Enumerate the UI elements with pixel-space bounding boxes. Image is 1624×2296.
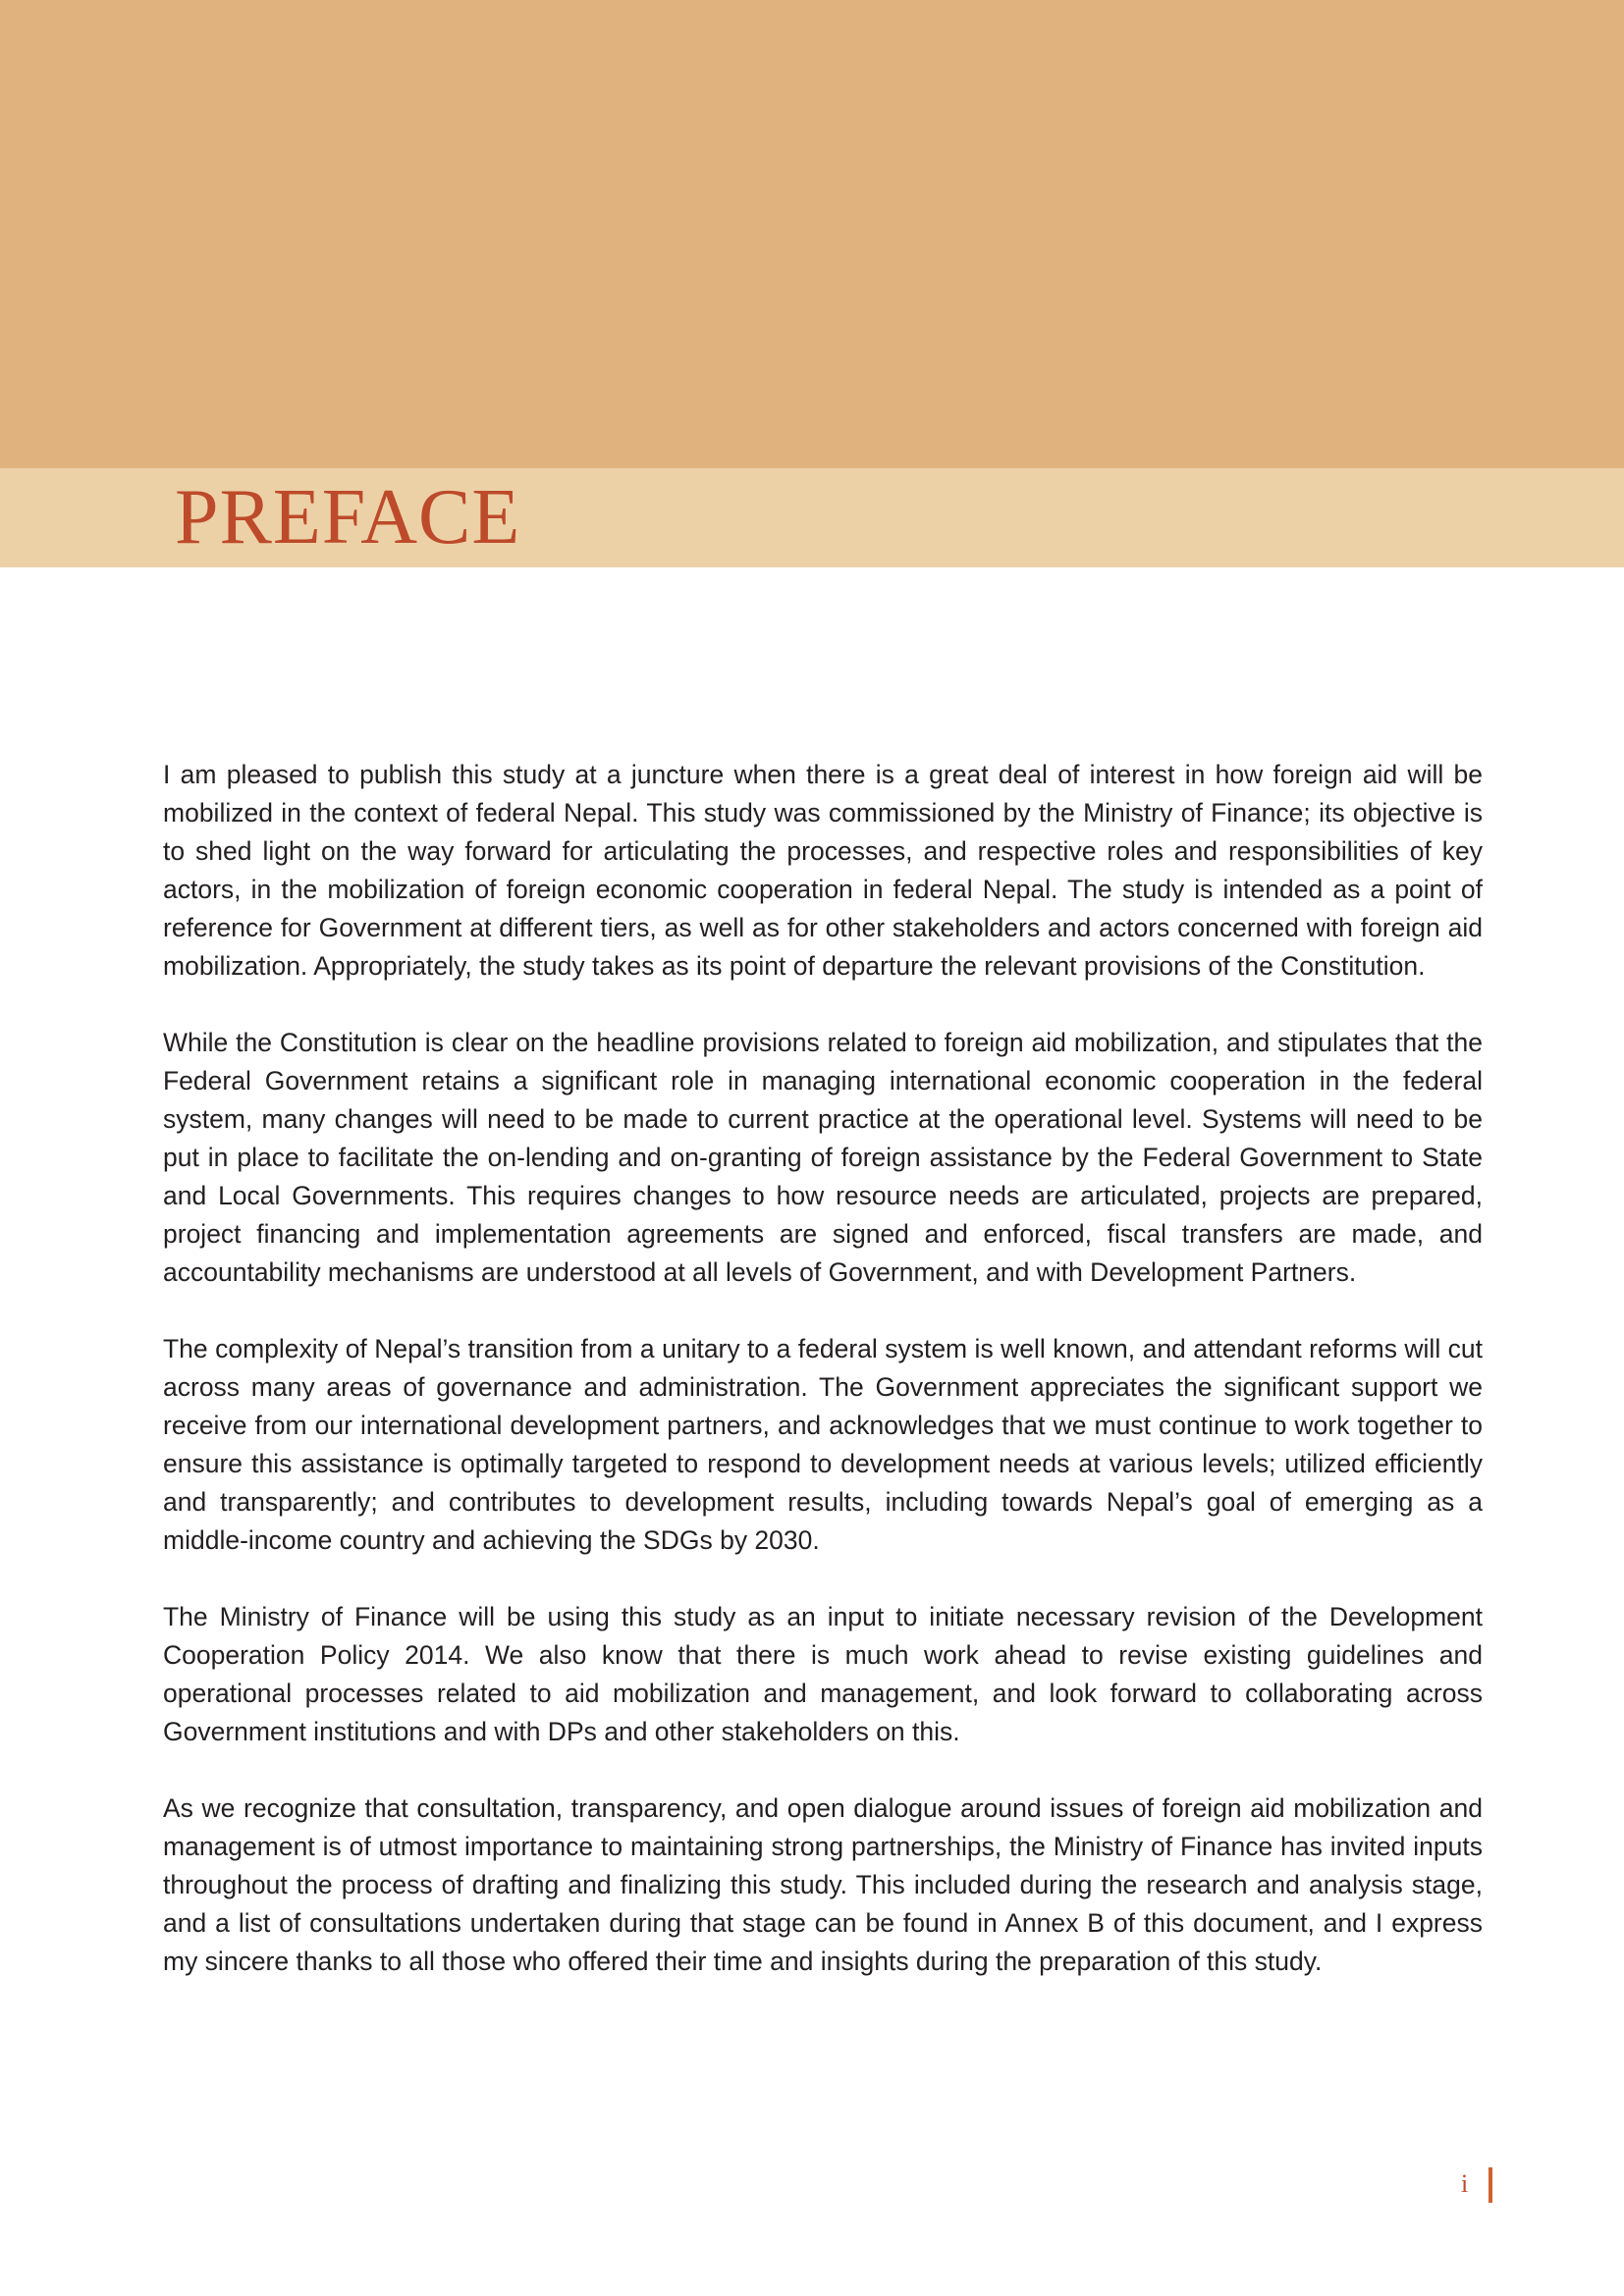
paragraph-4: The Ministry of Finance will be using this study as an input to initiate necessary revision of the Development Cooperation Policy 2014. We also know that there is much work ahead to revise existing guidelines and operational processes related to aid mobilization and management, and look forward to collaborating across Government institutions and with DPs and other stakeholders on this. [163,1602,1483,1746]
page-number: i [1461,2169,1469,2198]
preface-body [163,756,1483,2019]
paragraph-2: While the Constitution is clear on the headline provisions related to foreign aid mobilization, and stipulates that the Federal Government retains a significant role in managing international economic cooperation in the federal system, many changes will need to be made to current practice at the operational level. Systems will need to be put in place to facilitate the on-lending and on-granting of foreign assistance by the Federal Government to State and Local Governments. This requires changes to how resource needs are articulated, projects are prepared, project financing and implementation agreements are signed and enforced, fiscal transfers are made, and accountability mechanisms are understood at all levels of Government, and with Development Partners. [163,1028,1483,1287]
header-band [0,0,1624,468]
page-number-bar [1489,2167,1492,2203]
page-title: PREFACE [175,474,521,561]
paragraph-3: The complexity of Nepal’s transition from a unitary to a federal system is well known, and attendant reforms will cut across many areas of governance and administration. The Government appreciates the significant support we receive from our international development partners, and acknowledges that we must continue to work together to ensure this assistance is optimally targeted to respond to development needs at various levels; utilized efficiently and transparently; and contributes to development results, including towards Nepal’s goal of emerging as a middle-income country and achieving the SDGs by 2030. [163,1334,1483,1555]
paragraph-5: As we recognize that consultation, transparency, and open dialogue around issues of foreign aid mobilization and management is of utmost importance to maintaining strong partnerships, the Ministry of Finance has invited inputs throughout the process of drafting and finalizing this study. This included during the research and analysis stage, and a list of consultations undertaken during that stage can be found in Annex B of this document, and I express my sincere thanks to all those who offered their time and insights during the preparation of this study. [163,1793,1483,1976]
paragraph-1: I am pleased to publish this study at a juncture when there is a great deal of interest in how foreign aid will be mobilized in the context of federal Nepal. This study was commissioned by the Ministry of Finance; its objective is to shed light on the way forward for articulating the processes, and respective roles and responsibilities of key actors, in the mobilization of foreign economic cooperation in federal Nepal. The study is intended as a point of reference for Government at different tiers, as well as for other stakeholders and actors concerned with foreign aid mobilization. Appropriately, the study takes as its point of departure the relevant provisions of the Constitution. [163,760,1483,981]
